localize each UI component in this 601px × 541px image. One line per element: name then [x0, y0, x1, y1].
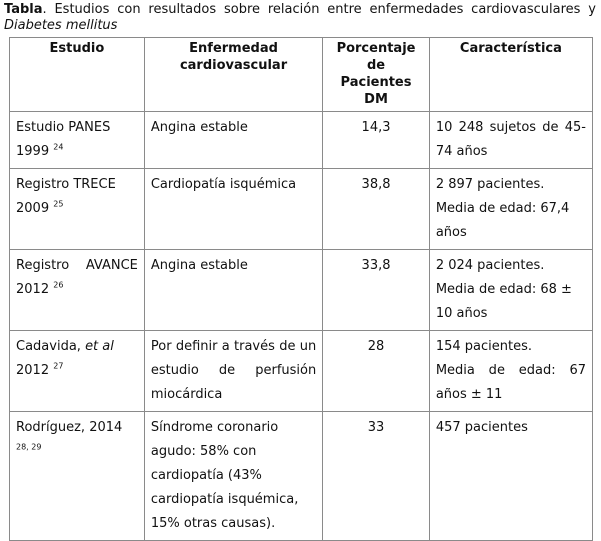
reference-number: 27: [53, 361, 64, 371]
cell-disease: Angina estable: [144, 112, 322, 169]
feature-age: Media de edad: 67,4 años: [435, 201, 570, 240]
cell-study: [10, 250, 145, 331]
header-disease-text: Enfermedad cardiovascular: [179, 41, 288, 73]
caption-italic: Diabetes mellitus: [4, 18, 118, 33]
cell-study: [10, 331, 145, 412]
study-name: Rodríguez, 2014: [16, 420, 123, 435]
feature-count: 2 024 pacientes.: [435, 258, 545, 273]
table-caption: [4, 2, 596, 34]
header-feature: Característica: [429, 38, 592, 112]
table-row: [10, 112, 593, 169]
cell-feature: [429, 331, 592, 412]
cell-disease: Angina estable: [144, 250, 322, 331]
header-study: Estudio: [10, 38, 145, 112]
study-name: Registro TRECE 2009: [16, 177, 116, 216]
study-name: Registro AVANCE 2012: [16, 258, 138, 297]
table-row: [10, 169, 593, 250]
caption-text: . Estudios con resultados sobre relación entre enfermedades cardiovasculares y: [42, 2, 596, 17]
reference-number: 25: [53, 199, 64, 209]
cell-study: [10, 169, 145, 250]
cell-feature: 10 248 sujetos de 45-74 años: [429, 112, 592, 169]
feature-age: Media de edad: 67 años ± 11: [435, 363, 586, 402]
table-row: [10, 412, 593, 541]
cell-percent: 33,8: [323, 250, 430, 331]
header-percent-text: Porcentaje de Pacientes DM: [336, 41, 416, 107]
studies-table: [9, 37, 593, 541]
table-row: [10, 250, 593, 331]
feature-count: 2 897 pacientes.: [435, 177, 545, 192]
cell-percent: 33: [323, 412, 430, 541]
feature-age: Media de edad: 68 ± 10 años: [435, 282, 572, 321]
header-row: [10, 38, 593, 112]
reference-number: 24: [53, 142, 64, 152]
study-et-al: et al: [85, 339, 114, 354]
cell-disease: Síndrome coronario agudo: 58% con cardiopatía (43% cardiopatía isquémica, 15% otras causas).: [144, 412, 322, 541]
cell-feature: 457 pacientes: [429, 412, 592, 541]
cell-feature: [429, 169, 592, 250]
reference-number: 26: [53, 280, 64, 290]
caption-label: Tabla: [4, 2, 43, 17]
cell-percent: 14,3: [323, 112, 430, 169]
cell-disease: Por definir a través de un estudio de perfusión miocárdica: [144, 331, 322, 412]
study-name: Estudio PANES 1999: [16, 120, 111, 159]
table-row: [10, 331, 593, 412]
cell-percent: 28: [323, 331, 430, 412]
feature-count: 154 pacientes.: [435, 339, 532, 354]
cell-percent: 38,8: [323, 169, 430, 250]
cell-study: [10, 412, 145, 541]
cell-disease: Cardiopatía isquémica: [144, 169, 322, 250]
study-year: 2012: [16, 363, 50, 378]
cell-feature: [429, 250, 592, 331]
reference-number: 28, 29: [16, 442, 42, 452]
header-disease: [144, 38, 322, 112]
study-name: Cadavida,: [16, 339, 81, 354]
header-percent: [323, 38, 430, 112]
cell-study: [10, 112, 145, 169]
